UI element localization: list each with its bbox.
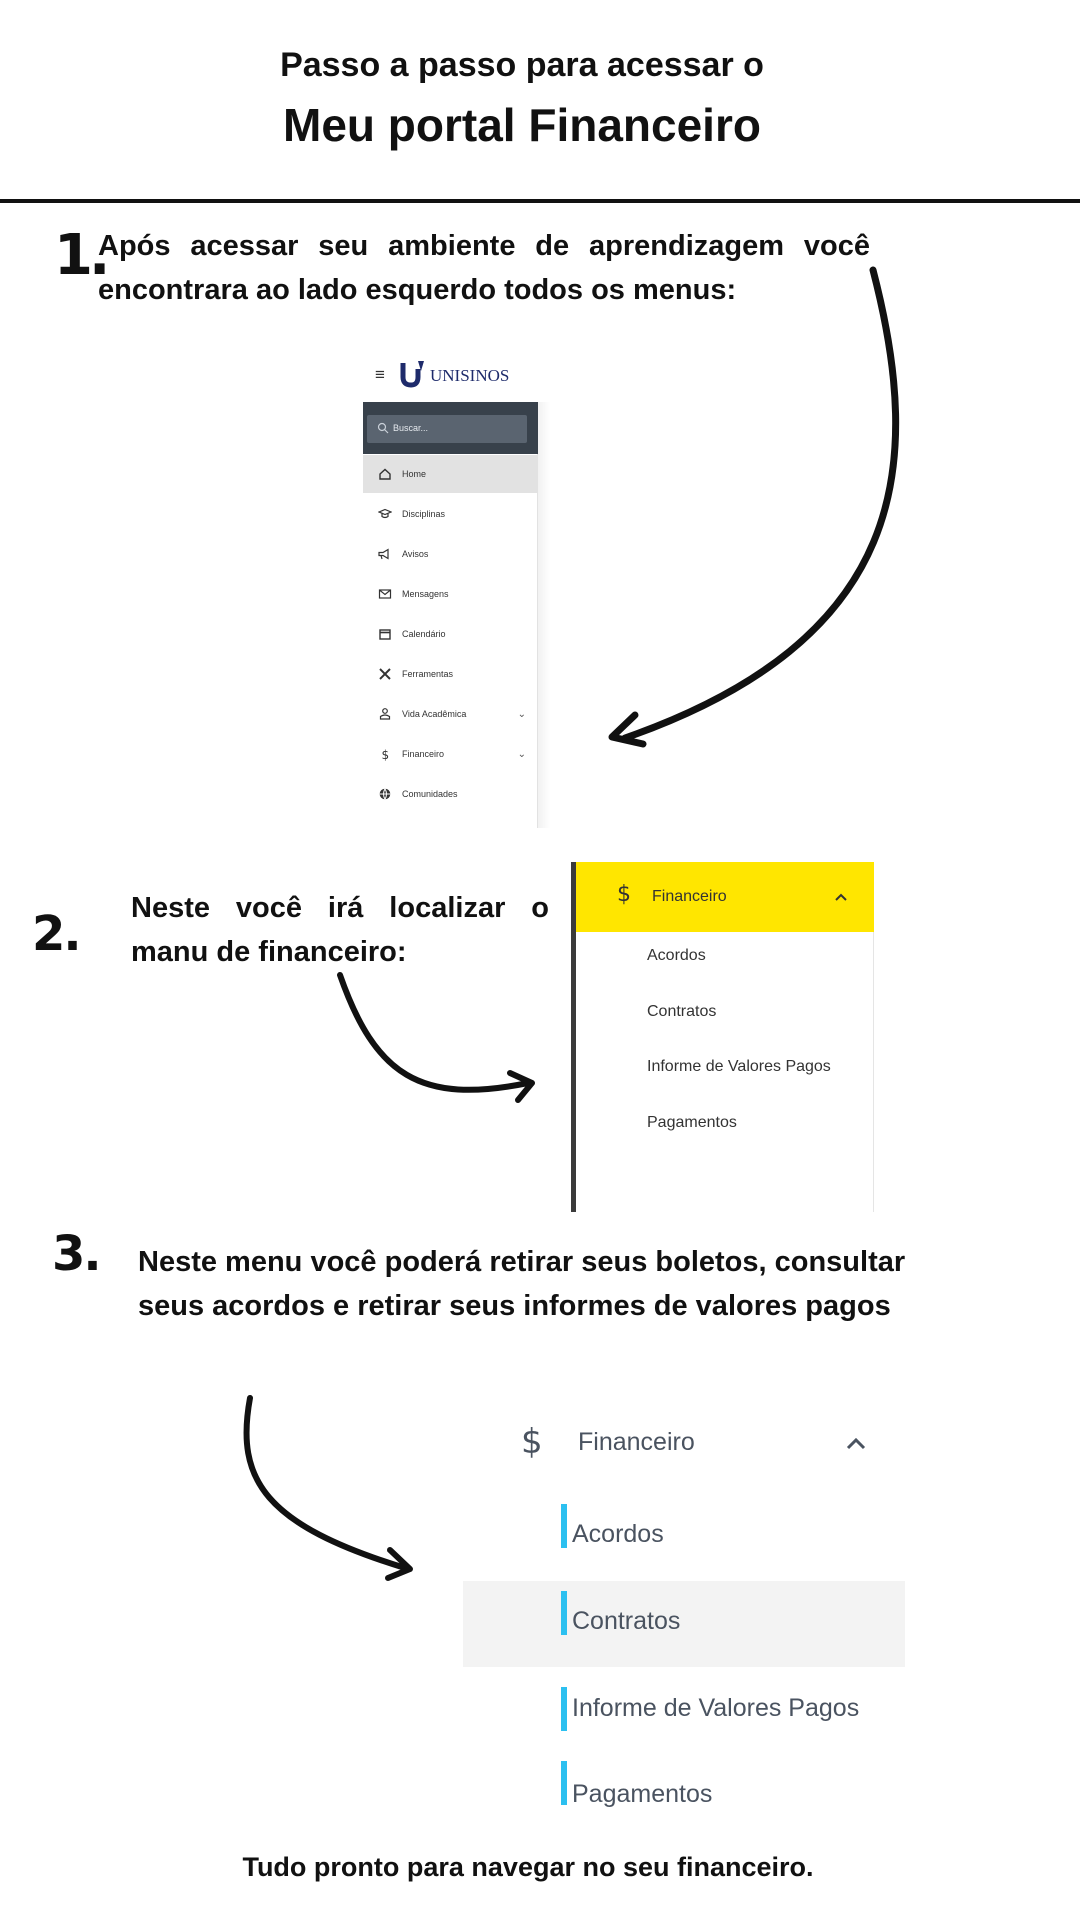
search-icon <box>377 422 389 434</box>
chevron-down-icon: ⌄ <box>517 748 526 760</box>
home-icon <box>378 467 392 481</box>
menu-item-ferramentas[interactable]: Ferramentas <box>378 654 538 694</box>
menu-item-home[interactable]: Home <box>378 454 538 494</box>
step-1-line-2: encontrara ao lado esquerdo todos os menus: <box>98 274 737 306</box>
logo-text: UNISINOS <box>430 366 510 385</box>
page-title: Meu portal Financeiro <box>283 99 761 151</box>
accent-bar <box>561 1687 567 1731</box>
title-line-1: Passo a passo para acessar o <box>280 46 764 84</box>
contratos-hover-highlight <box>463 1581 905 1667</box>
menu-item-avisos[interactable]: Avisos <box>378 534 538 574</box>
globe-icon <box>378 787 392 801</box>
menu-item-comunidades[interactable]: Comunidades <box>378 774 538 814</box>
header-divider <box>0 199 1080 203</box>
step-1-line-1: Após acessar seu ambiente de aprendizagem você <box>98 230 870 262</box>
portal-topbar <box>360 355 560 397</box>
dollar-icon: $ <box>617 882 631 907</box>
footer-text: Tudo pronto para navegar no seu financeiro. <box>242 1852 814 1882</box>
menu-item-disciplinas[interactable]: Disciplinas <box>378 494 538 534</box>
unisinos-logo-icon <box>400 359 426 389</box>
step-2-line-1: Neste você irá localizar o <box>131 892 549 924</box>
menu-item-financeiro[interactable]: $ Financeiro ⌄ <box>378 734 538 774</box>
tools-icon <box>378 667 392 681</box>
submenu-item-acordos[interactable]: Acordos <box>647 947 706 964</box>
financeiro-label[interactable]: Financeiro <box>578 1428 695 1456</box>
submenu-item-informe[interactable]: Informe de Valores Pagos <box>647 1058 831 1075</box>
step-1-number: 1. <box>54 223 107 288</box>
submenu-item-contratos[interactable]: Contratos <box>572 1607 681 1635</box>
dollar-icon: $ <box>521 1422 543 1462</box>
chevron-up-icon[interactable] <box>844 1435 868 1451</box>
step-2-line-2: manu de financeiro: <box>131 936 407 968</box>
menu-item-vida-academica[interactable]: Vida Acadêmica ⌄ <box>378 694 538 734</box>
financeiro-label: Financeiro <box>652 888 727 905</box>
submenu-item-informe[interactable]: Informe de Valores Pagos <box>572 1694 860 1722</box>
calendar-icon <box>378 627 392 641</box>
content-edge <box>538 402 550 828</box>
accent-bar <box>561 1591 567 1635</box>
search-input[interactable]: Buscar... <box>367 415 527 443</box>
submenu-item-pagamentos[interactable]: Pagamentos <box>647 1114 737 1131</box>
svg-text:$: $ <box>381 748 390 761</box>
dollar-icon <box>378 747 392 761</box>
graduation-cap-icon <box>378 507 392 521</box>
accent-bar <box>561 1761 567 1805</box>
submenu-item-acordos[interactable]: Acordos <box>572 1520 664 1548</box>
chevron-up-icon[interactable] <box>833 891 849 903</box>
submenu-item-contratos[interactable]: Contratos <box>647 1003 717 1020</box>
step-3-line-1: Neste menu você poderá retirar seus boletos, consultar <box>138 1246 906 1278</box>
step-3-line-2: seus acordos e retirar seus informes de valores pagos <box>138 1290 891 1322</box>
person-icon <box>378 707 392 721</box>
menu-item-calendario[interactable]: Calendário <box>378 614 538 654</box>
submenu-item-pagamentos[interactable]: Pagamentos <box>572 1780 713 1808</box>
step-3-number: 3. <box>52 1226 100 1282</box>
envelope-icon <box>378 587 392 601</box>
step-2-number: 2. <box>32 906 80 962</box>
menu-item-mensagens[interactable]: Mensagens <box>378 574 538 614</box>
chevron-down-icon: ⌄ <box>517 708 526 720</box>
accent-bar <box>561 1504 567 1548</box>
megaphone-icon <box>378 547 392 561</box>
hamburger-menu-icon[interactable]: ≡ <box>375 365 385 384</box>
